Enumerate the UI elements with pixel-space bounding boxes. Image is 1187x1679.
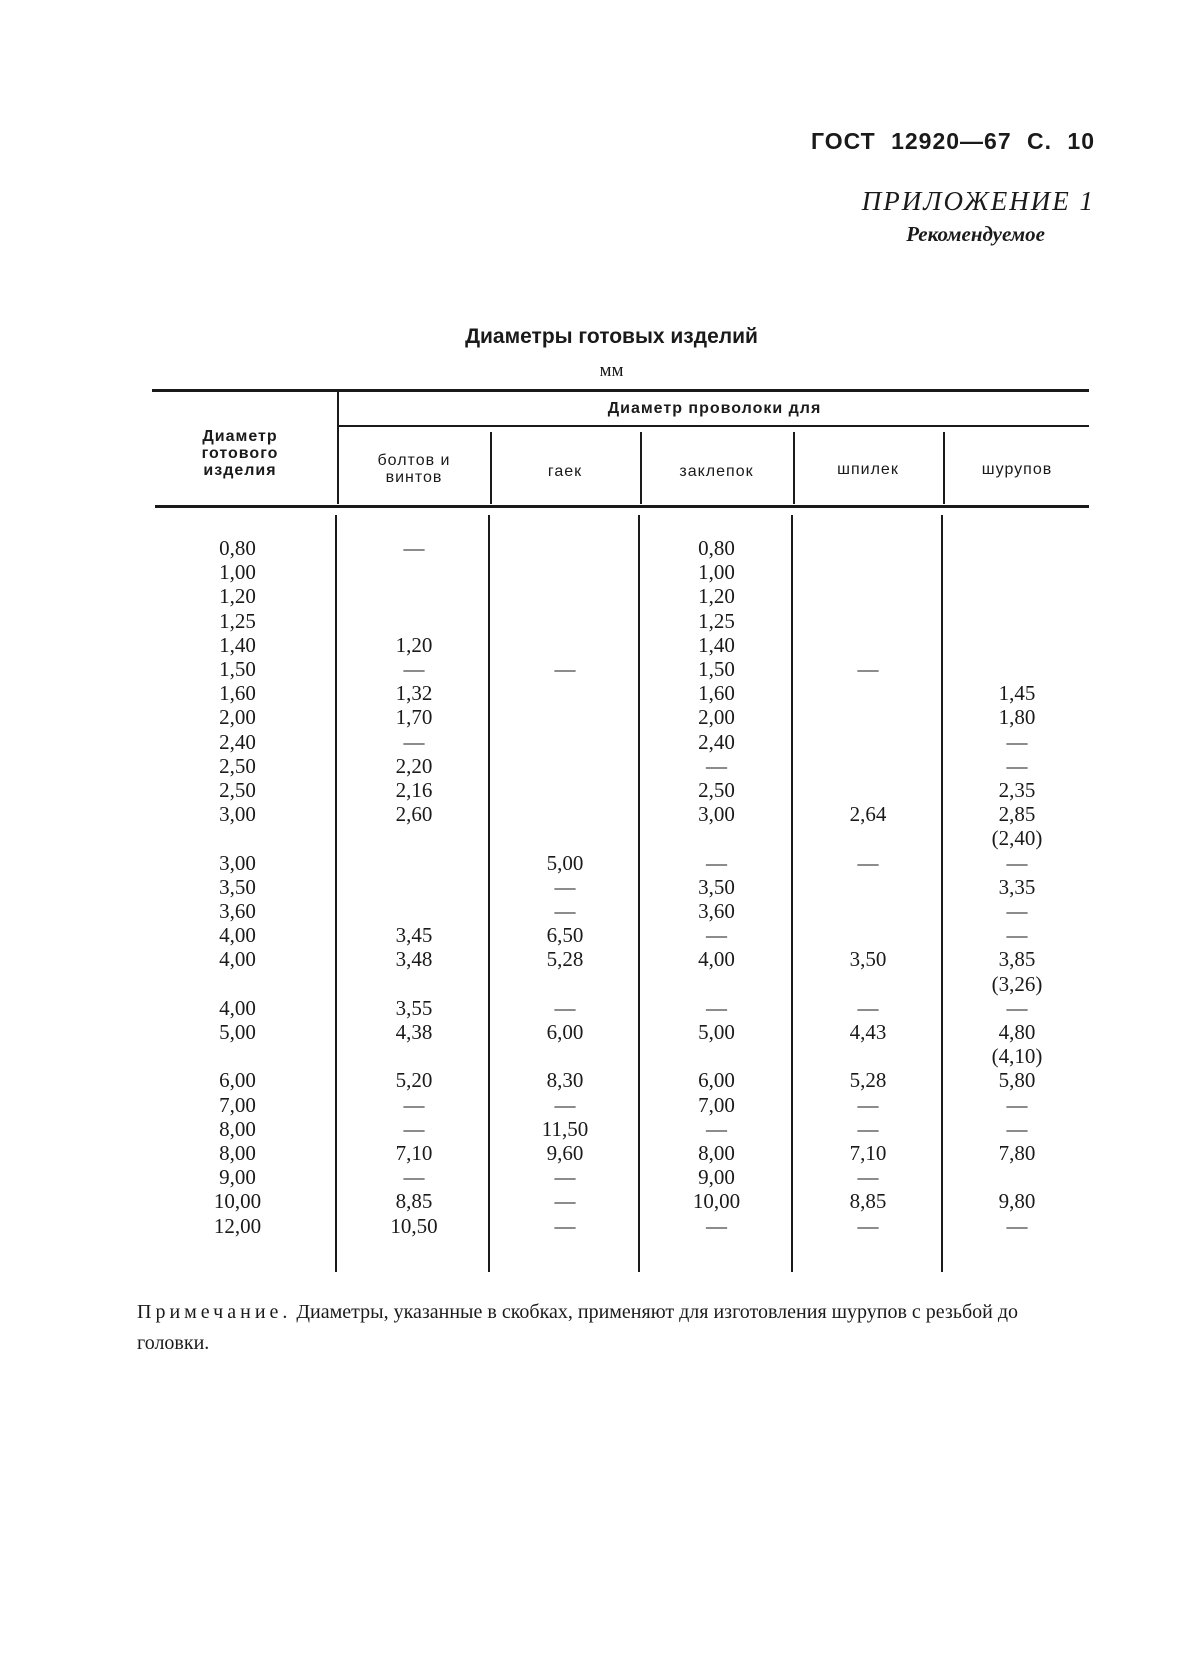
table-cell-d: 3,50 [219,875,256,899]
table-cell-screws: — [1006,899,1028,923]
table-cell-nuts: — [554,1189,576,1213]
table-cell-d: 4,00 [219,923,256,947]
column-divider-4-body [791,515,793,1272]
table-cell-screws: 4,80 [998,1020,1036,1044]
table-cell-d: 7,00 [219,1093,256,1117]
table-cell-rivets: 3,60 [698,899,735,923]
table-cell-bolts: 2,20 [395,754,433,778]
table-cell-d: 12,00 [213,1214,262,1238]
table-cell-studs: 5,28 [849,1068,887,1092]
table-cell-rivets: 5,00 [698,1020,735,1044]
table-cell-bolts: — [403,1093,425,1117]
row-header-line-2: готового [201,445,279,462]
table-cell-studs: 3,50 [849,947,887,971]
table-cell-rivets: — [706,1117,727,1141]
column-header-nuts: гаек [547,463,583,480]
table-cell-screws: — [1006,1117,1028,1141]
table-cell-d: 8,00 [219,1141,256,1165]
table-cell-nuts: 5,00 [546,851,584,875]
table-cell-bolts: — [403,1165,425,1189]
table-cell-bolts: 2,60 [395,802,433,826]
table-cell-rivets: 4,00 [698,947,735,971]
table-cell-bolts: 2,16 [395,778,433,802]
column-divider-1 [337,392,339,504]
table-cell-screws: 1,80 [998,705,1036,729]
table-cell-studs: — [857,996,879,1020]
column-divider-2-body [488,515,490,1272]
table-cell-rivets: 9,00 [698,1165,735,1189]
table-cell-rivets: 8,00 [698,1141,735,1165]
table-cell-rivets: 1,20 [698,584,735,608]
table-cell-screws: — [1006,754,1028,778]
table-cell-studs: — [857,1214,879,1238]
row-header-line-1: Диаметр [202,428,278,445]
group-header: Диаметр проволоки для [607,400,822,417]
table-cell-studs: — [857,851,879,875]
column-divider-3-body [638,515,640,1272]
group-header-rule [338,425,1089,427]
table-cell-screws: 3,85 [998,947,1036,971]
table-cell-bolts: 1,20 [395,633,433,657]
table-cell-d: 2,50 [219,778,256,802]
table-top-rule [152,389,1089,392]
table-cell-d: 8,00 [219,1117,256,1141]
table-cell-nuts: — [554,1165,576,1189]
table-cell-bolts: — [403,657,425,681]
table-cell-d: 3,60 [219,899,256,923]
table-cell-d: 1,40 [219,633,256,657]
table-cell-rivets: 7,00 [698,1093,735,1117]
table-cell-d: 4,00 [219,996,256,1020]
table-cell-d: 2,50 [219,754,256,778]
table-cell-rivets: 6,00 [698,1068,735,1092]
table-cell-bolts: 7,10 [395,1141,433,1165]
table-cell-rivets: 1,00 [698,560,735,584]
table-cell-rivets: — [706,1214,727,1238]
column-divider-1-body [335,515,337,1272]
appendix-status: Рекомендуемое [906,222,1045,246]
table-cell-nuts: 6,50 [546,923,584,947]
note-lead: Примечание. [137,1301,292,1323]
table-cell-screws: 9,80 [998,1189,1036,1213]
table-cell-screws: 3,35 [998,875,1036,899]
table-cell-d: 1,60 [219,681,256,705]
table-cell-rivets: 1,40 [698,633,735,657]
table-cell-screws: 1,45 [998,681,1036,705]
table-cell-nuts: 11,50 [541,1117,589,1141]
table-cell-rivets: 2,40 [698,730,735,754]
table-cell-bolts: 1,70 [395,705,433,729]
table-cell-d: 3,00 [219,802,256,826]
table-cell-bolts: 3,48 [395,947,433,971]
appendix-label: ПРИЛОЖЕНИЕ 1 [861,186,1095,216]
table-cell-nuts: 6,00 [546,1020,584,1044]
table-cell-bolts: 3,55 [395,996,433,1020]
table-cell-studs: — [857,1165,879,1189]
table-cell-screws: — [1006,730,1028,754]
row-header [155,428,325,479]
table-cell-bolts: 8,85 [395,1189,433,1213]
table-cell-rivets: 3,50 [698,875,735,899]
table-cell-nuts: — [554,1093,576,1117]
column-header-rivets: заклепок [679,463,754,480]
table-cell-rivets: 3,00 [698,802,735,826]
table-cell-screws: 7,80 [998,1141,1036,1165]
table-cell-rivets: — [706,851,727,875]
table-units: мм [599,360,624,381]
table-cell-d: 1,25 [219,609,256,633]
table-cell-rivets: 10,00 [692,1189,741,1213]
table-cell-bolts: 3,45 [395,923,433,947]
table-cell-rivets: — [706,754,727,778]
table-cell-nuts: — [554,996,576,1020]
table-cell-rivets: 0,80 [698,536,735,560]
table-cell-rivets: — [706,996,727,1020]
table-cell-d: 3,00 [219,851,256,875]
table-cell-rivets: 1,50 [698,657,735,681]
table-cell-d: 1,20 [219,584,256,608]
table-cell-studs: — [857,1117,879,1141]
table-cell-nuts: 5,28 [546,947,584,971]
table-cell-bolts: 5,20 [395,1068,433,1092]
table-cell-screws: 2,35 [998,778,1036,802]
table-cell-screws: (2,40) [991,826,1043,850]
table-cell-bolts: 10,50 [390,1214,438,1238]
table-cell-rivets: — [706,923,727,947]
table-cell-nuts: 9,60 [546,1141,584,1165]
table-cell-screws: 5,80 [998,1068,1036,1092]
table-note [137,1297,1077,1359]
column-header-bolts [340,452,488,486]
table-cell-d: 1,50 [219,657,256,681]
page-header: ГОСТ 12920—67 С. 10 [810,128,1095,154]
table-cell-d: 2,00 [219,705,256,729]
table-cell-d: 0,80 [219,536,256,560]
table-cell-d: 6,00 [219,1068,256,1092]
table-cell-rivets: 2,00 [698,705,735,729]
table-cell-nuts: 8,30 [546,1068,584,1092]
table-cell-screws: 2,85 [998,802,1036,826]
table-cell-rivets: 1,60 [698,681,735,705]
table-cell-screws: — [1006,923,1028,947]
table-cell-bolts: — [403,1117,425,1141]
table-cell-bolts: — [403,536,425,560]
column-header-bolts-line-2: винтов [385,469,443,486]
table-cell-studs: 4,43 [849,1020,887,1044]
table-cell-bolts: — [403,730,425,754]
table-cell-studs: 2,64 [849,802,887,826]
table-cell-rivets: 1,25 [698,609,735,633]
table-cell-rivets: 2,50 [698,778,735,802]
table-cell-d: 4,00 [219,947,256,971]
table-cell-nuts: — [554,1214,576,1238]
column-header-screws: шурупов [981,461,1053,478]
table-cell-nuts: — [554,875,576,899]
table-cell-d: 2,40 [219,730,256,754]
table-cell-screws: (4,10) [991,1044,1043,1068]
header-bottom-rule [155,505,1089,508]
table-cell-bolts: 1,32 [395,681,433,705]
table-cell-studs: — [857,657,879,681]
table-cell-studs: 7,10 [849,1141,887,1165]
table-cell-nuts: — [554,899,576,923]
table-cell-screws: — [1006,851,1028,875]
column-divider-5-body [941,515,943,1272]
table-cell-screws: — [1006,1093,1028,1117]
table-cell-d: 5,00 [219,1020,256,1044]
table-cell-d: 9,00 [219,1165,256,1189]
table-cell-screws: — [1006,996,1028,1020]
column-header-bolts-line-1: болтов и [377,452,451,469]
table-cell-nuts: — [554,657,576,681]
table-cell-studs: 8,85 [849,1189,887,1213]
table-cell-d: 1,00 [219,560,256,584]
table-cell-studs: — [857,1093,879,1117]
table-title: Диаметры готовых изделий [465,325,758,348]
table-cell-bolts: 4,38 [395,1020,433,1044]
table-cell-screws: — [1006,1214,1028,1238]
table-cell-d: 10,00 [213,1189,262,1213]
note-text: Диаметры, указанные в скобках, применяют для изготовления шурупов с резьбой до головки. [137,1301,1018,1354]
table-cell-screws: (3,26) [991,972,1043,996]
row-header-line-3: изделия [203,462,277,479]
column-header-studs: шпилек [837,461,899,478]
